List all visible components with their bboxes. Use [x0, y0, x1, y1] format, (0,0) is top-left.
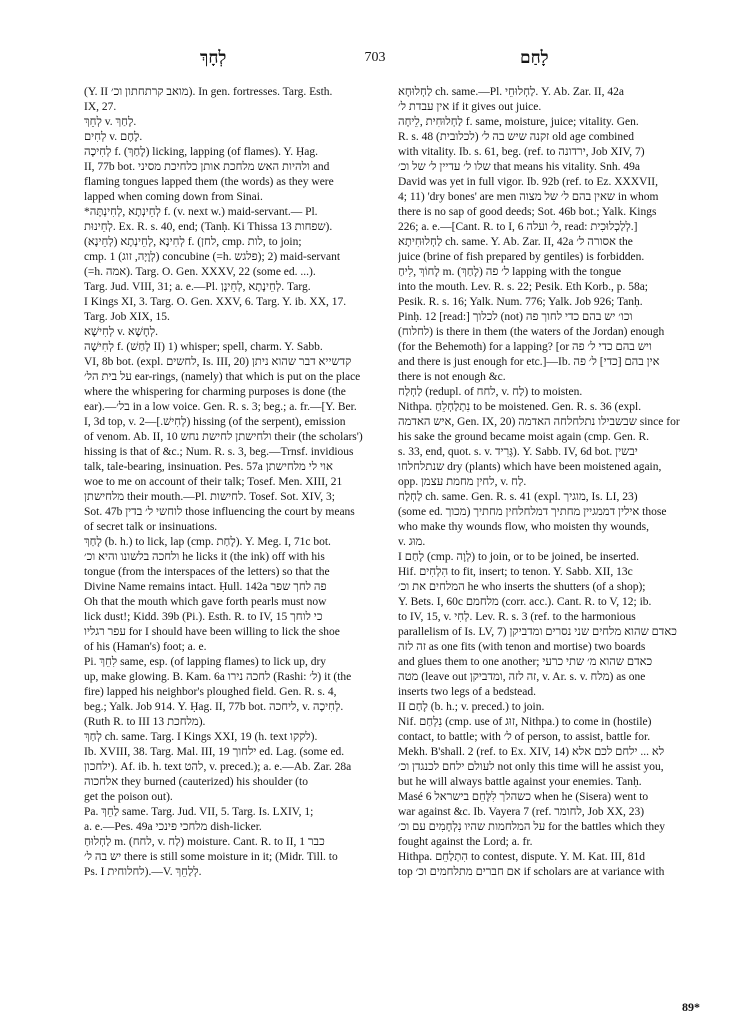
- text-line: לְחִישָׁא v. לְחָשָׁא.: [84, 326, 158, 338]
- text-line: but he will always battle against your enemies. Tanḥ.: [398, 776, 642, 788]
- text-line: מלחישתן their mouth.—Pl. לחישות. Tosef. Sot. XIV, 3;: [84, 491, 335, 503]
- text-line: ear).—בל׳ in a low voice. Gen. R. s. 3; beg.; a. fr.—[Y. Ber.: [84, 401, 357, 413]
- text-line: of venom. Ab. II, 10 ולחישתן לחישת נחש their (the scholars'): [84, 431, 363, 443]
- text-line: Pi. לִחֵךְ same, esp. (of lapping flames) to lick up, dry: [84, 656, 327, 668]
- text-line: his sake the ground became moist again (cmp. Gen. R.: [398, 431, 650, 443]
- text-line: IX, 27.: [84, 101, 117, 113]
- text-line: Ib. XVIII, 38. Targ. Mal. III, 19 ילחוך ed. Lag. (some ed.: [84, 746, 345, 758]
- text-line: לְחִים v. לֶחֶם.: [84, 131, 143, 143]
- text-line: על בית הל׳ ear-rings, (namely) that which is put on the place: [84, 371, 361, 383]
- text-line: flaming tongues lapped them (the words) as they were: [84, 176, 334, 188]
- text-line: Oh that the mouth which gave forth pearls must now: [84, 596, 327, 608]
- text-line: R. s. 48 (לכלובית) זקנה שיש בה ל׳ old age combined: [398, 131, 634, 143]
- text-line: זה לזה as one fits (with tenon and mortise) two boards: [398, 641, 646, 653]
- text-line: woe to me on account of their talk; Tosef. Men. XIII, 21: [84, 476, 343, 488]
- text-line: אין עבדת ל׳ if it gives out juice.: [398, 101, 542, 113]
- text-line: על המלחמות שהיו נִלְחָמִים עם וכ׳ for the battles which they: [398, 821, 665, 833]
- text-line: לְחִינָא ,לְחֵינְתָא (לְחֵינָא) f. (לחן, cmp. לות, to join;: [84, 236, 302, 248]
- text-line: Nithpa. נִתְלַחְלֵחַ to be moistened. Gen. R. s. 36 (expl.: [398, 401, 642, 413]
- text-line: 4; 11) 'dry bones' are men שאין בהם ל׳ של מצוה in whom: [398, 191, 659, 203]
- text-line: up, make glowing. B. Kam. 6a לחכה נירו (Rashi: ל׳) it (the: [84, 671, 352, 683]
- text-line: ילחכון). Af. ib. h. text להט, v. preced.); a. e.—Ab. Zar. 28a: [84, 761, 352, 773]
- text-line: לַחְלַח ch. same. Gen. R. s. 41 (expl. מוגיך, Is. LI, 23): [398, 491, 638, 503]
- text-line: (Ruth R. to III 13 מלחכת).: [84, 716, 206, 728]
- text-line: Targ. Jud. VIII, 31; a. e.—Pl. לְחֵינָתָא ,לְחֵינָן. Targ.: [84, 281, 311, 293]
- text-line: I, 3d top, v. לְחִישׁ.]—2) hissing (of the serpent), emission: [84, 416, 346, 428]
- text-line: לָחַךְ (b. h.) to lick, lap (cmp. לָחַת). Y. Meg. I, 71c bot.: [84, 536, 331, 548]
- text-line: who make thy wounds flow, who moisten thy wounds,: [398, 521, 649, 533]
- text-line: I Kings XI, 3. Targ. O. Gen. XXV, 6. Targ. Y. ib. XX, 17.: [84, 296, 347, 308]
- text-line: עפר רגליו for I should have been willing to lick the shoe: [84, 626, 340, 638]
- text-line: lick dust!; Kidd. 39b (Pi.). Esth. R. to IV, 15 כי לוחך: [84, 611, 323, 623]
- text-line: Hithpa. הִתְלַחֵם to contest, dispute. Y. M. Kat. III, 81d: [398, 851, 646, 863]
- text-line: tongue (from the interspaces of the letters) so that the: [84, 566, 330, 578]
- left-column: [84, 85, 384, 880]
- text-line: there is not enough &c.: [398, 371, 506, 383]
- text-line: into the mouth. Lev. R. s. 22; Pesik. Eth Korb., p. 58a;: [398, 281, 649, 293]
- text-line: talk, tale-bearing, insinuation. Pes. 57a אוי לי מלחישתן: [84, 461, 333, 473]
- text-line: לַחְלוּחַ m. (לחח, v. לַח) moisture. Cant. R. to II, 1 כבר: [84, 836, 325, 848]
- text-line: VI, 8b bot. (expl. לחשים, Is. III, 20) קדשייא דבר שהוא ניתן: [84, 356, 352, 368]
- text-line: מטה (leave out זה לזה ,ומדביקן, v. Ar. s. v. מלח) as one: [398, 671, 646, 683]
- text-line: Targ. Job XIX, 15.: [84, 311, 170, 323]
- text-line: לְחִישָׁה f. (לָחַשׁ II) 1) whisper; spell, charm. Y. Sabb.: [84, 341, 323, 353]
- text-line: 226; a. e.—[Cant. R. to I, 6 ל׳ ועלה, read: לְלַכְלוּכִית.]: [398, 221, 638, 233]
- text-line: ולחכה בלשונו והיא וכ׳ he licks it (the ink) off with his: [84, 551, 325, 563]
- text-line: cmp. לְוָיָה, זוג) 1) concubine (=h. פלגש); 2) maid-servant: [84, 251, 341, 263]
- text-line: Masé 6 כשהלך לִלָּחֵם בישראל when he (Sisera) went to: [398, 791, 649, 803]
- text-line: לַחְלוּחָא ch. same.—Pl. לַחְלוּחֵי. Y. Ab. Zar. II, 42a: [398, 86, 624, 98]
- text-line: יש בה ל׳ there is still some moisture in it; (Midr. Till. to: [84, 851, 338, 863]
- text-line: לַחְלוּחִית ,לֵיחָה f. same, moisture, juice; vitality. Gen.: [398, 116, 639, 128]
- text-line: Mekh. B'shall. 2 (ref. to Ex. XIV, 14) לא ... ילחם לכם אלא: [398, 746, 665, 758]
- text-line: s. 33, end, quot. s. v. גְּרִיד). Y. Sabb. IV, 6d bot. יבשין: [398, 446, 638, 458]
- text-line: (=h. אמה). Targ. O. Gen. XXXV, 22 (some ed. ...).: [84, 266, 316, 278]
- text-line: top אם חברים מתלחמים וכ׳ if scholars are at variance with: [398, 866, 665, 878]
- text-line: I לָחַם (cmp. לְוָה) to join, or to be joined, be inserted.: [398, 551, 639, 563]
- text-line: המלחים את וכ׳ he who inserts the shutters (of a shop);: [398, 581, 646, 593]
- text-line: a. e.—Pes. 49a מלחכי פינכי dish-licker.: [84, 821, 262, 833]
- text-line: v. מוּג.: [398, 536, 426, 548]
- text-line: Pinḥ. 12 [read:] לכלוך (not) וכו׳ יש בהם כדי לחוך פה: [398, 311, 633, 323]
- text-line: לְחֵינוּת. Ex. R. s. 40, end; (Tanḥ. Ki Thissa 13 שפחות).: [84, 221, 333, 233]
- text-line: Hif. הִלְחִים to fit, insert; to tenon. Y. Sabb. XII, 13c: [398, 566, 633, 578]
- text-line: parallelism of Is. LV, 7) כאדם שהוא מלחים שני נסרים ומדביקן: [398, 626, 677, 638]
- text-line: Pa. לַחֵךְ same. Targ. Jud. VII, 5. Targ. Is. LXIV, 1;: [84, 806, 314, 818]
- text-line: get the poison out).: [84, 791, 173, 803]
- right-running-head: לָחַם: [520, 48, 549, 68]
- text-line: Sot. 47b לוחשי ל׳ בדין those influencing the court by means: [84, 506, 355, 518]
- text-line: לְחֵךְ v. לָחַךְ.: [84, 116, 137, 128]
- text-line: Y. Bets. I, 60c מלחמם (corr. acc.). Cant. R. to V, 12; ib.: [398, 596, 652, 608]
- text-line: לְחִיכָה f. (לָחַךְ) licking, lapping (of flames). Y. Ḥag.: [84, 146, 319, 158]
- text-line: (for the Behemoth) for a lapping? [or ויש בהם כדי ל׳ פה: [398, 341, 652, 353]
- text-line: where the whispering for charming purposes is done (the: [84, 386, 346, 398]
- text-line: of his (Haman's) foot; a. e.: [84, 641, 207, 653]
- text-line: *לְחֵינְתָא ,לְחִינְתָּה f. (v. next w.) maid-servant.— Pl.: [84, 206, 318, 218]
- text-line: opp. לחין מחמת עצמן, v. לַח.: [398, 476, 527, 488]
- text-line: (some ed. מכוך) אילין דממגיין מחתיך דמלחלחין מחתיך those: [398, 506, 667, 518]
- text-line: (לחלוח) is there in them (the waters of the Jordan) enough: [398, 326, 665, 338]
- text-line: lapped when coming down from Sinai.: [84, 191, 263, 203]
- text-line: Nif. נִלְחַם (cmp. use of זוּג, Nithpa.) to come in (hostile): [398, 716, 652, 728]
- text-line: Pesik. R. s. 16; Yalk. Num. 776; Yalk. Job 926; Tanḥ.: [398, 296, 643, 308]
- text-line: inserts two legs of a bedstead.: [398, 686, 536, 698]
- text-line: לְחַךְ ch. same. Targ. I Kings XXI, 19 (h. text לקקו).: [84, 731, 318, 743]
- text-line: war against &c. Ib. Vayera 7 (ref. לחומר, Job XX, 23): [398, 806, 645, 818]
- text-line: juice (brine of fish prepared by gentiles) is forbidden.: [398, 251, 645, 263]
- signature-mark: 89*: [682, 1000, 700, 1014]
- text-line: שלו ל׳ עדיין ל׳ של וכ׳ that means his vitality. Snh. 49a: [398, 161, 641, 173]
- text-line: fought against the Lord; a. fr.: [398, 836, 533, 848]
- text-line: to IV, 15, v. לְחִי. Lev. R. s. 3 (ref. to the harmonious: [398, 611, 636, 623]
- text-line: David was yet in full vigor. Ib. 92b (ref. to Ez. XXXVII,: [398, 176, 658, 188]
- text-line: hissing is that of &c.; Num. R. s. 3, beg.—Trnsf. invidious: [84, 446, 354, 458]
- text-line: Ps. I לחלוחית).—V. לְלַחֵךְ.: [84, 866, 202, 878]
- page-number: 703: [364, 50, 386, 65]
- text-line: there is no sap of good deeds; Sot. 46b bot.; Yalk. Kings: [398, 206, 657, 218]
- text-line: and there is just enough for etc.]—Ib. אין בהם [כדי] ל׳ פה: [398, 356, 660, 368]
- text-line: of secret talk or insinuations.: [84, 521, 218, 533]
- text-line: and glues them to one another; כאדם שהוא מ׳ שתי כרעי: [398, 656, 653, 668]
- text-line: שנתלחלחו dry (plants) which have been moistened again,: [398, 461, 662, 473]
- right-column: [398, 85, 698, 880]
- text-line: Divine Name remains intact. Ḥull. 142a פה לחך שפר: [84, 581, 327, 593]
- text-line: לָחוֹךְ ,לִיחַ m. (לָחַךְ) ל׳ פה lapping with the tongue: [398, 266, 622, 278]
- text-line: לַחְלוּחִיתָא ch. same. Y. Ab. Zar. II, 42a אסורה ל׳ the: [398, 236, 633, 248]
- text-line: לַחְלַח (redupl. of לחח, v. לַח) to moisten.: [398, 386, 583, 398]
- text-line: contact, to battle; with ל׳ of person, to assist, battle for.: [398, 731, 651, 743]
- text-line: לעולם ילחם לכנגדן וכ׳ not only this time will he assist you,: [398, 761, 664, 773]
- text-line: איש האדמה, Gen. IX, 20) שבשבילו נתלחלחה האדמה since for: [398, 416, 680, 428]
- text-line: fire) lapped his neighbor's ploughed field. Gen. R. s. 4,: [84, 686, 337, 698]
- text-line: (Y. II מואב קרתחתון וכ׳). In gen. fortresses. Targ. Esth.: [84, 86, 333, 98]
- text-line: beg.; Yalk. Job 914. Y. Ḥag. II, 77b bot. ליחכה, v. לְחִיכָה.: [84, 701, 344, 713]
- text-line: אלחכוה they burned (cauterized) his shoulder (to: [84, 776, 308, 788]
- text-line: II לָחַם (b. h.; v. preced.) to join.: [398, 701, 545, 713]
- text-line: with vitality. Ib. s. 61, beg. (ref. to ירדונה, Job XIV, 7): [398, 146, 645, 158]
- text-line: II, 77b bot. ולהיות האש מלחכת אותן כלחיכת מסיני and: [84, 161, 330, 173]
- left-running-head: לְחָךְ: [200, 48, 227, 68]
